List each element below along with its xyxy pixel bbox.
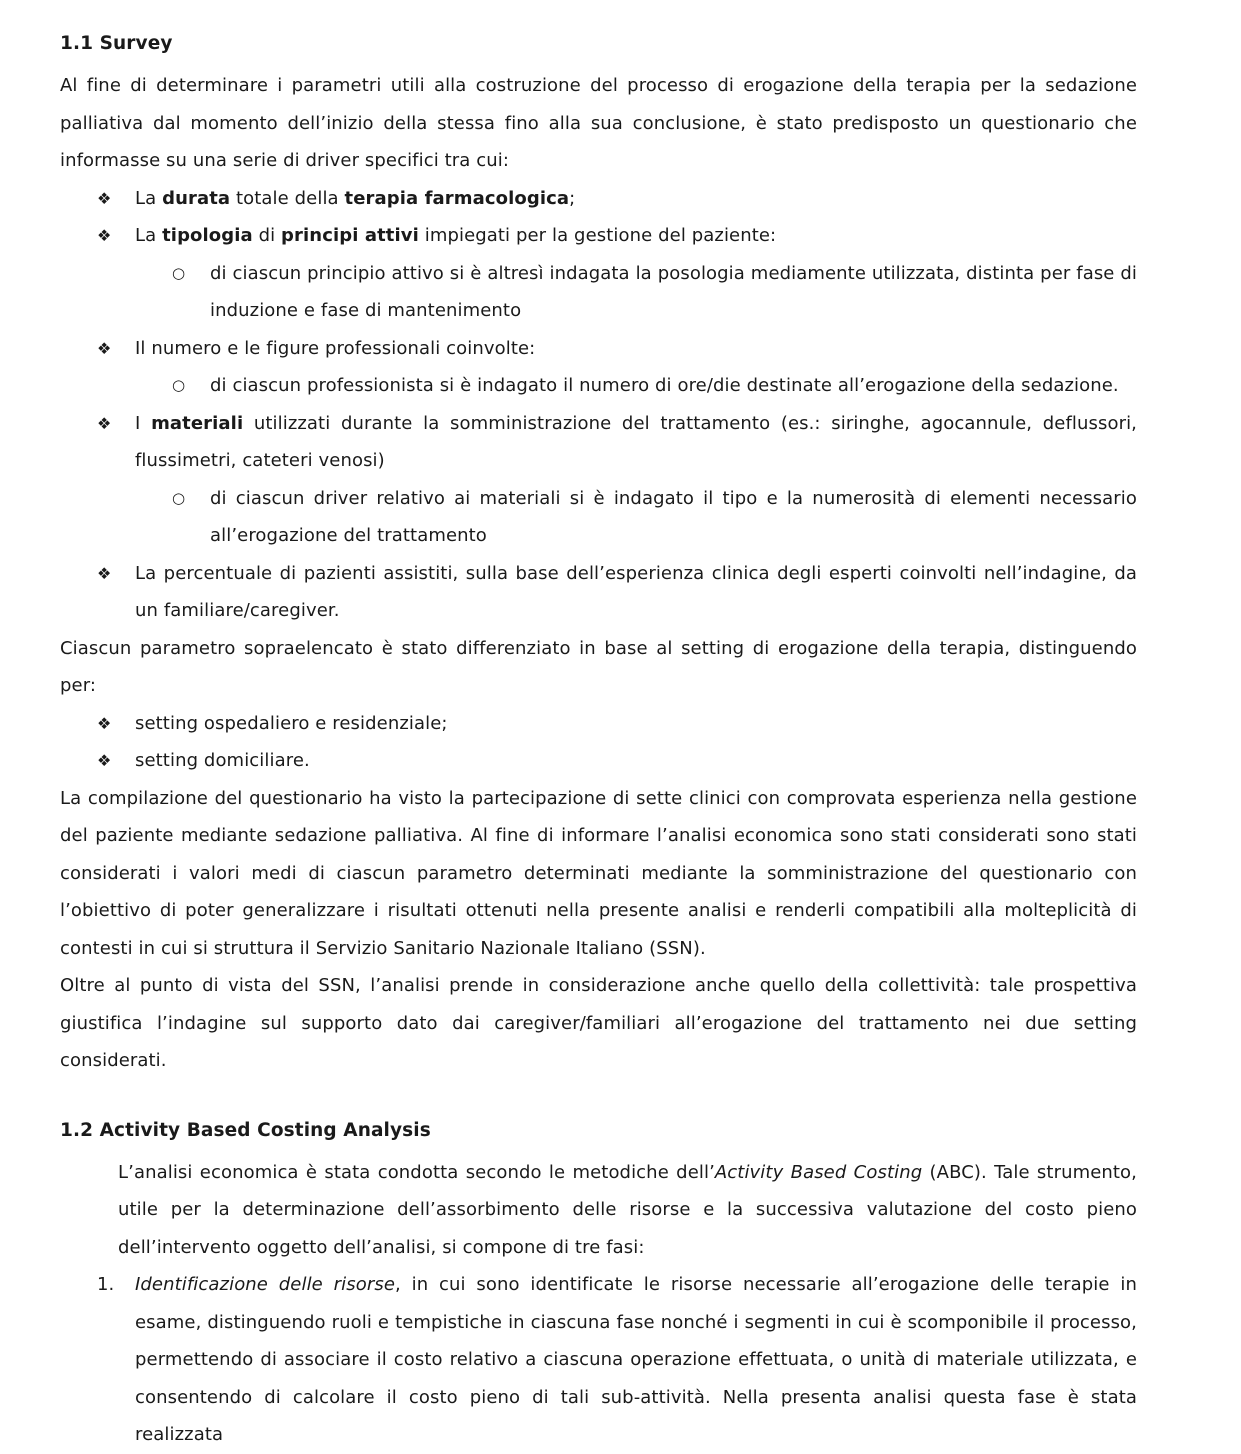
bullet-item-setting-domiciliare: ❖ setting domiciliare.	[60, 742, 1137, 780]
perspective-paragraph: Oltre al punto di vista del SSN, l’analisi prende in considerazione anche quello della collettività: tale prospettiva giustifica l’indagine sul supporto dato dai caregiver/familiari all’erogazione del trattamento nei due setting considerati.	[60, 975, 1137, 1071]
bullet-item-figure-professionali: ❖ Il numero e le figure professionali coinvolte:	[60, 330, 1137, 368]
diamond-bullet-icon: ❖	[97, 226, 112, 245]
diamond-bullet-icon: ❖	[97, 751, 112, 770]
sub-bullet-ore-die: ○ di ciascun professionista si è indagato il numero di ore/die destinate all’erogazione della sedazione.	[60, 367, 1137, 405]
survey-intro-paragraph: Al fine di determinare i parametri utili alla costruzione del processo di erogazione della terapia per la sedazione palliativa dal momento dell’inizio della stessa fino alla sua conclusione, è stato predisposto un questionario che informasse su una serie di driver specifici tra cui:	[60, 75, 1137, 171]
sub-bullet-materiali-driver: ○ di ciascun driver relativo ai materiali si è indagato il tipo e la numerosità di elementi necessario all’erogazione del trattamento	[60, 480, 1137, 555]
section-spacer	[60, 1080, 1137, 1117]
settings-intro-paragraph: Ciascun parametro sopraelencato è stato differenziato in base al setting di erogazione della terapia, distinguendo per:	[60, 637, 1137, 696]
list-number: 1.	[97, 1274, 115, 1295]
numbered-item-identificazione: 1. Identificazione delle risorse, in cui sono identificate le risorse necessarie all’erogazione delle terapie in esame, distinguendo ruoli e tempistiche in ciascuna fase nonché i segmenti in cui è scomponibile il processo, permettendo di associare il costo relativo a ciascuna operazione effettuata, o unità di materiale utilizzata, e consentendo di calcolare il costo pieno di tali sub-attività. Nella presenta analisi questa fase è stata realizzata	[60, 1266, 1137, 1454]
circle-bullet-icon: ○	[172, 263, 186, 282]
section-heading-survey: 1.1 Survey	[60, 33, 173, 54]
questionnaire-paragraph: La compilazione del questionario ha visto la partecipazione di sette clinici con comprovata esperienza nella gestione del paziente mediante sedazione palliativa. Al fine di informare l’analisi economica sono stati considerati sono stati considerati i valori medi di ciascun parametro determinati mediante la somministrazione del questionario con l’obiettivo di poter generalizzare i risultati ottenuti nella presente analisi e renderli compatibili alla molteplicità di contesti in cui si struttura il Servizio Sanitario Nazionale Italiano (SSN).	[60, 787, 1137, 959]
document-page	[60, 30, 1137, 1454]
abc-intro-paragraph: L’analisi economica è stata condotta secondo le metodiche dell’Activity Based Costing (ABC). Tale strumento, utile per la determinazione dell’assorbimento delle risorse e la successiva valutazione del costo pieno dell’intervento oggetto dell’analisi, si compone di tre fasi:	[118, 1161, 1137, 1258]
bullet-item-tipologia: ❖ La tipologia di principi attivi impiegati per la gestione del paziente:	[60, 217, 1137, 255]
circle-bullet-icon: ○	[172, 376, 186, 394]
bullet-item-materiali: ❖ I materiali utilizzati durante la somministrazione del trattamento (es.: siringhe, agocannule, deflussori, flussimetri, cateteri venosi)	[60, 405, 1137, 480]
circle-bullet-icon: ○	[172, 488, 186, 507]
bullet-item-percentuale: ❖ La percentuale di pazienti assistiti, sulla base dell’esperienza clinica degli esperti coinvolti nell’indagine, da un familiare/caregiver.	[60, 555, 1137, 630]
sub-bullet-posologia: ○ di ciascun principio attivo si è altresì indagata la posologia mediamente utilizzata, distinta per fase di induzione e fase di mantenimento	[60, 255, 1137, 330]
bullet-item-durata: ❖ La durata totale della terapia farmacologica;	[60, 180, 1137, 218]
diamond-bullet-icon: ❖	[97, 338, 112, 358]
section-heading-abc: 1.2 Activity Based Costing Analysis	[60, 1119, 431, 1141]
diamond-bullet-icon: ❖	[97, 413, 112, 433]
diamond-bullet-icon: ❖	[97, 713, 112, 733]
diamond-bullet-icon: ❖	[97, 188, 112, 208]
diamond-bullet-icon: ❖	[97, 563, 112, 583]
bullet-item-setting-ospedaliero: ❖ setting ospedaliero e residenziale;	[60, 705, 1137, 743]
